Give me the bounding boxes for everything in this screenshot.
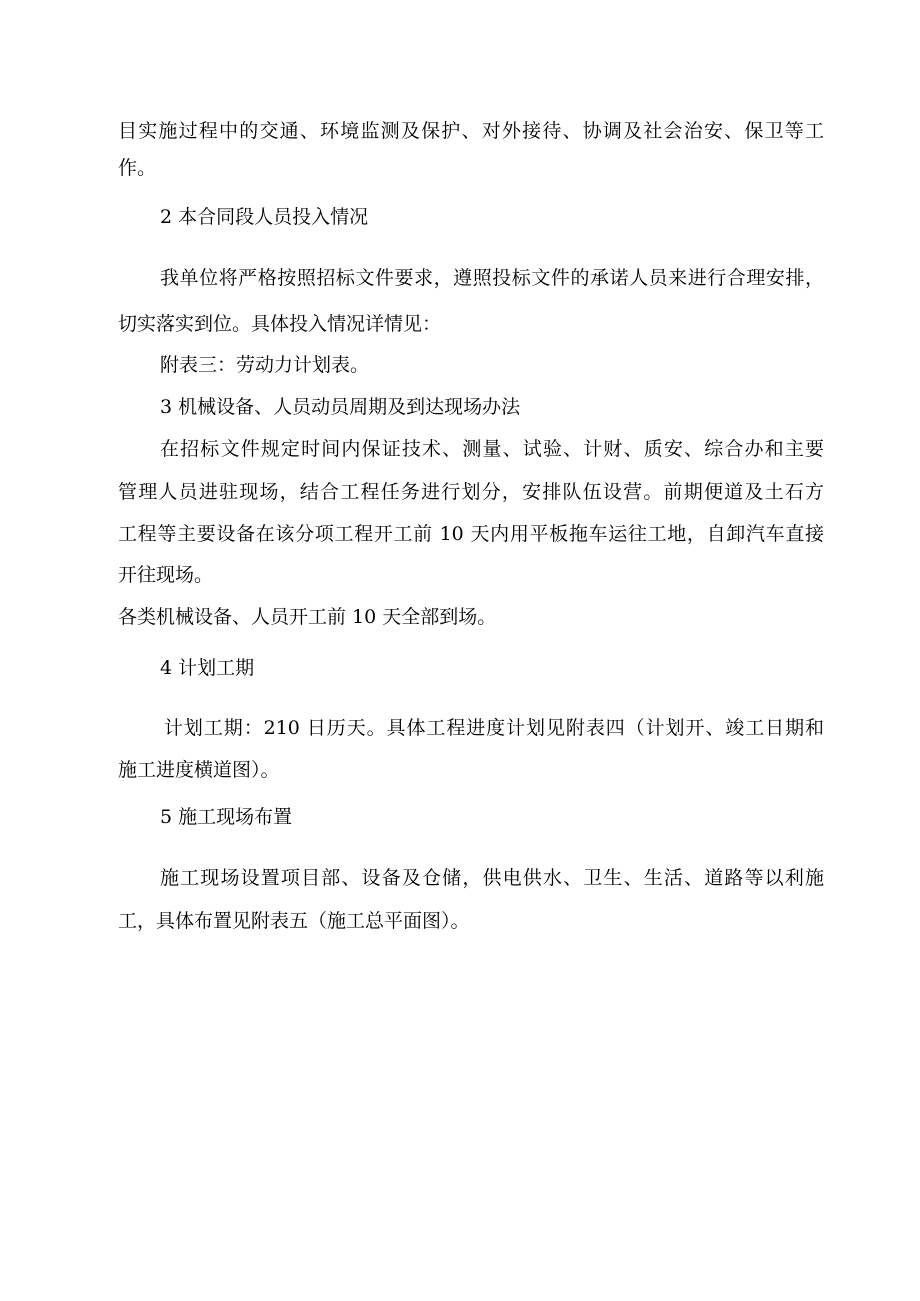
body-text-line: 目实施过程中的交通、环境监测及保护、对外接待、协调及社会治安、保卫等工	[118, 120, 824, 142]
body-text-line: 附表三：劳动力计划表。	[160, 354, 370, 376]
body-text-line: 施工现场设置项目部、设备及仓储，供电供水、卫生、生活、道路等以利施	[160, 867, 824, 889]
body-text-line: 管理人员进驻现场，结合工程任务进行划分，安排队伍设营。前期便道及土石方	[118, 481, 824, 503]
body-text-line: 工程等主要设备在该分项工程开工前 10 天内用平板拖车运往工地，自卸汽车直接	[118, 523, 824, 545]
body-text-line: 开往现场。	[118, 564, 214, 586]
section-heading: 5 施工现场布置	[160, 806, 293, 828]
body-text-line: 计划工期：210 日历天。具体工程进度计划见附表四（计划开、竣工日期和	[164, 717, 824, 739]
body-text-line: 切实落实到位。具体投入情况详情见：	[118, 313, 442, 335]
body-text-line: 我单位将严格按照招标文件要求，遵照投标文件的承诺人员来进行合理安排，	[160, 267, 824, 289]
section-heading: 4 计划工期	[160, 657, 255, 679]
body-text-line: 施工进度横道图）。	[118, 759, 280, 781]
body-text-line: 作。	[118, 157, 157, 179]
body-text-line: 工，具体布置见附表五（施工总平面图）。	[118, 910, 470, 932]
section-heading: 2 本合同段人员投入情况	[160, 206, 369, 228]
body-text-line: 在招标文件规定时间内保证技术、测量、试验、计财、质安、综合办和主要	[160, 438, 824, 460]
section-heading: 3 机械设备、人员动员周期及到达现场办法	[160, 396, 521, 418]
body-text-line: 各类机械设备、人员开工前 10 天全部到场。	[118, 606, 497, 628]
